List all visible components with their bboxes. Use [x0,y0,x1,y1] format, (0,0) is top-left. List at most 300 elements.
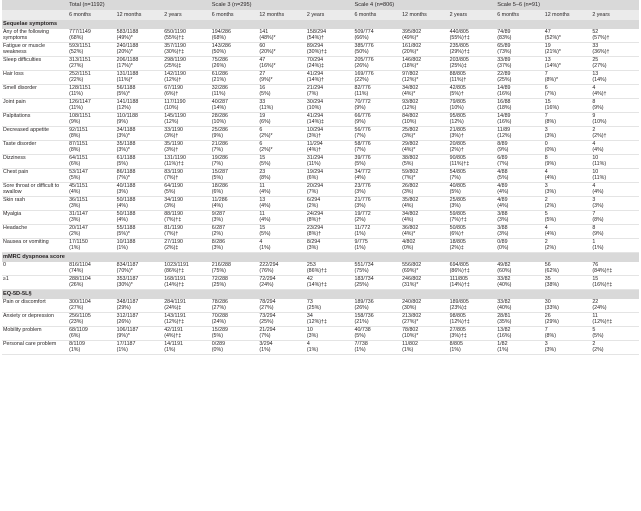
table-row [2,197,639,211]
cell-percent: (1%) [116,347,128,354]
cell-count: 40/287 [211,99,228,105]
cell-count: 158/736 [354,313,374,319]
data-cell [496,113,544,127]
data-cell [163,225,211,239]
cell-count: 253 [306,262,316,268]
cell-count: 54/805 [449,169,466,175]
cell-count: 9/287 [211,211,226,217]
cell-percent: (8%) [544,119,556,126]
cell-count: 11 [259,183,265,189]
cell-count: 206/1188 [116,57,139,63]
cell-percent: (2%)† [449,147,464,154]
data-cell [306,276,354,290]
cell-count: 35/1188 [116,141,136,147]
cell-percent: (10%) [402,119,417,126]
data-cell [163,85,211,99]
cell-count: 1 [592,239,596,245]
data-cell [544,276,592,290]
data-cell [116,183,164,197]
cell-percent: (25%)‡ [449,63,467,70]
data-cell [258,313,306,327]
cell-percent: (1%) [497,347,509,354]
data-cell [354,299,402,313]
table-row [2,113,639,127]
row-label: Anxiety or depression [2,313,68,327]
cell-count: 41/294 [306,71,324,77]
data-cell [449,29,497,43]
group-header: Scale 4 (n=806) [354,0,497,10]
cell-percent: (8%) [544,333,556,340]
cell-count: 26/802 [402,183,419,189]
cell-percent: (14%) [592,77,607,84]
cell-percent: (3%) [544,133,556,140]
data-cell [401,197,449,211]
cell-count: 36/1151 [69,197,88,203]
cell-percent: (4%) [354,175,366,182]
data-cell [211,29,259,43]
cell-percent: (22%) [354,77,369,84]
cell-count: 18/286 [211,183,228,189]
cell-percent: (86%)†‡ [306,268,327,275]
data-cell [163,327,211,341]
cell-percent: (17%)* [116,63,133,70]
table-row [2,141,639,155]
cell-count: 4/88 [497,169,508,175]
cell-count: 50/1188 [116,211,136,217]
cell-percent: (3%) [116,189,128,196]
cell-count: 59/802 [402,169,419,175]
data-cell [354,327,402,341]
cell-percent: (52%)* [544,35,561,42]
data-cell [163,113,211,127]
cell-count: 25/286 [211,127,228,133]
data-cell [68,276,116,290]
data-cell [163,29,211,43]
cell-count: 6/294 [306,197,321,203]
cell-count: 32/286 [211,85,228,91]
data-cell [116,113,164,127]
data-cell [258,57,306,71]
data-cell [591,183,639,197]
cell-count: 11/802 [402,341,418,347]
cell-count: 28/286 [211,113,228,119]
data-cell [591,327,639,341]
data-cell [544,183,592,197]
data-cell [116,169,164,183]
data-cell [591,262,639,276]
cell-percent: (4%)* [402,91,416,98]
data-cell [163,183,211,197]
cell-percent: (3%)* [116,147,130,154]
cell-percent: (3%) [164,203,176,210]
cell-percent: (7%) [354,133,366,140]
cell-percent: (4%) [69,189,81,196]
data-cell [544,327,592,341]
data-cell [163,276,211,290]
row-label: Joint pain [2,99,68,113]
cell-percent: (4%) [544,231,556,238]
cell-count: 6/287 [211,225,226,231]
cell-percent: (7%)† [164,231,179,238]
data-cell [401,29,449,43]
cell-percent: (9%) [354,105,366,112]
data-cell [591,141,639,155]
table-row [2,313,639,327]
data-cell [354,99,402,113]
cell-count: 203/805 [449,57,469,63]
cell-count: 235/805 [449,43,469,49]
data-cell [306,155,354,169]
cell-count: 4 [592,85,596,91]
cell-percent: (3%) [211,217,223,224]
data-cell [401,299,449,313]
cell-percent: (70%)* [116,268,133,275]
cell-percent: (9%) [354,119,366,126]
table-row [2,169,639,183]
cell-percent: (16%)†‡ [592,282,613,289]
cell-percent: (10%) [449,105,464,112]
cell-percent: (2%)‡ [164,245,179,252]
cell-percent: (27%) [259,305,274,312]
cell-percent: (2%) [69,231,81,238]
data-cell [449,85,497,99]
table-row [2,262,639,276]
cell-count: 13 [259,197,266,203]
cell-percent: (20%)* [116,49,133,56]
timepoint-header: 2 years [163,10,211,20]
cell-percent: (3%)† [306,133,322,140]
corner-cell [2,0,68,10]
cell-percent: (5%) [211,175,223,182]
cell-count: 61/1188 [116,155,136,161]
data-cell [116,57,164,71]
data-cell [449,327,497,341]
cell-percent: (29%) [544,319,559,326]
data-cell [258,262,306,276]
cell-percent: (18%)* [402,63,419,70]
data-cell [591,57,639,71]
data-cell [544,29,592,43]
data-cell [401,57,449,71]
data-cell [163,341,211,355]
cell-percent: (3%) [354,203,366,210]
cell-count: 4/89 [497,197,508,203]
data-cell [258,155,306,169]
data-cell [401,183,449,197]
cell-count: 256/1105 [69,313,91,319]
cell-count: 81/1190 [164,225,183,231]
data-cell [163,262,211,276]
cell-percent: (3%) [497,217,509,224]
cell-percent: (30%)†‡ [164,49,185,56]
table-row [2,299,639,313]
data-cell [306,57,354,71]
data-cell [449,239,497,253]
cell-count: 14/89 [497,85,511,91]
cell-percent: (62%) [544,268,559,275]
cell-percent: (24%) [592,305,607,312]
data-cell [258,239,306,253]
cell-percent: (5%) [164,189,176,196]
cell-count: 583/1188 [116,29,139,35]
cell-count: 3 [544,183,548,189]
data-cell [496,141,544,155]
cell-count: 168/1191 [164,276,186,282]
cell-percent: (2%) [544,245,556,252]
cell-count: 56/1188 [116,85,136,91]
cell-count: 35/1190 [164,141,183,147]
data-cell [544,169,592,183]
cell-count: 31/1147 [69,211,88,217]
data-cell [496,225,544,239]
cell-percent: (9%)* [116,333,130,340]
data-cell [449,183,497,197]
cell-count: 84/802 [402,113,419,119]
table-row [2,57,639,71]
cell-percent: (5%)* [116,231,130,238]
table-row [2,71,639,85]
cell-count: 8 [544,155,548,161]
data-cell [591,313,639,327]
data-cell [496,127,544,141]
cell-percent: (7%)* [402,175,416,182]
cell-percent: (7%) [306,189,319,196]
cell-count: 20/294 [306,183,324,189]
cell-percent: (4%) [592,189,604,196]
cell-count: 9/775 [354,239,368,245]
cell-percent: (25%) [306,305,322,312]
cell-count: 13 [544,57,551,63]
cell-count: 59/805 [449,211,466,217]
row-label: Myalgia [2,211,68,225]
cell-count: 93/802 [402,99,419,105]
cell-count: 72/288 [211,276,228,282]
cell-count: 75/286 [211,57,228,63]
cell-count: 50/805 [449,225,466,231]
cell-count: 23/776 [354,183,371,189]
table-row [2,29,639,43]
cell-count: 47 [259,57,266,63]
data-cell [449,127,497,141]
data-cell [354,211,402,225]
data-cell [211,225,259,239]
data-cell [68,99,116,113]
cell-count: 30 [544,299,551,305]
cell-count: 34/772 [354,169,371,175]
data-cell [211,85,259,99]
data-cell [163,299,211,313]
cell-count: 194/286 [211,29,231,35]
cell-count: 11/294 [306,141,323,147]
cell-percent: (3%) [544,189,556,196]
timepoint-header: 6 months [354,10,402,20]
data-cell [211,113,259,127]
timepoint-header: 2 years [591,10,639,20]
data-cell [591,225,639,239]
cell-percent: (54%)† [306,35,324,42]
cell-percent: (8%)† [306,217,322,224]
cell-percent: (49%)* [116,35,133,42]
cell-percent: (6%)† [449,231,464,238]
cell-percent: (7%) [354,147,366,154]
data-cell [496,327,544,341]
data-cell [258,113,306,127]
data-cell [544,239,592,253]
cell-percent: (5%) [354,161,366,168]
cell-percent: (33%) [544,305,559,312]
cell-percent: (22%) [69,77,84,84]
cell-count: 10/1188 [116,239,136,245]
cell-percent: (6%) [69,333,81,340]
cell-percent: (9%) [544,161,556,168]
cell-count: 83/1190 [164,169,183,175]
data-cell [591,43,639,57]
cell-count: 357/1190 [164,43,186,49]
cell-count: 95/805 [449,113,466,119]
cell-percent: (3%) [211,245,223,252]
timepoint-header: 12 months [401,10,449,20]
cell-count: 7 [544,327,548,333]
data-cell [211,327,259,341]
cell-count: 2 [544,197,548,203]
data-cell [116,43,164,57]
data-cell [116,262,164,276]
data-cell [258,197,306,211]
timepoint-header: 12 months [116,10,164,20]
data-cell [354,155,402,169]
cell-count: 222/294 [259,262,279,268]
cell-count: 40/738 [354,327,371,333]
cell-count: 3/88 [497,211,508,217]
data-cell [354,197,402,211]
cell-percent: (84%)†‡ [592,268,613,275]
cell-count: 4/89 [497,183,508,189]
cell-percent: (25%)‡ [164,63,182,70]
cell-percent: (5%) [69,175,81,182]
cell-percent: (7%) [544,91,556,98]
data-cell [591,127,639,141]
cell-percent: (12%)† [164,77,182,84]
cell-percent: (11%) [69,105,83,112]
cell-percent: (16%)* [259,63,276,70]
cell-count: 10 [306,327,313,333]
cell-count: 0/289 [211,341,226,347]
cell-count: 551/734 [354,262,374,268]
cell-count: 19 [544,43,551,49]
cell-count: 3 [544,127,548,133]
row-label: Headache [2,225,68,239]
cell-percent: (4%) [497,189,509,196]
cell-count: 189/736 [354,299,374,305]
cell-percent: (16%) [497,91,512,98]
cell-percent: (8%) [592,217,604,224]
cell-percent: (40%) [497,282,512,289]
data-cell [449,43,497,57]
cell-count: 0/89 [497,239,508,245]
cell-count: 68/1109 [69,327,88,333]
data-cell [211,211,259,225]
cell-count: 70/772 [354,99,371,105]
cell-count: 56 [544,262,551,268]
cell-percent: (8%)† [306,231,322,238]
cell-percent: (86%)†‡ [449,268,470,275]
cell-count: 169/776 [354,71,374,77]
data-cell [354,141,402,155]
cell-count: 88/805 [449,71,466,77]
data-cell [449,341,497,355]
cell-percent: (11%)†‡ [164,161,184,168]
cell-count: 15 [259,225,266,231]
data-cell [211,127,259,141]
cell-percent: (74%) [69,268,84,275]
data-cell [354,225,402,239]
data-cell [496,276,544,290]
cell-count: 34/1190 [164,197,183,203]
table-row [2,341,639,355]
cell-count: 34/802 [402,211,419,217]
cell-count: 60 [259,43,266,49]
cell-percent: (10%)* [402,333,419,340]
data-cell [211,299,259,313]
data-cell [211,262,259,276]
cell-count: 777/1149 [69,29,91,35]
data-cell [496,262,544,276]
data-cell [116,29,164,43]
data-cell [68,57,116,71]
cell-percent: (26%) [211,63,226,70]
cell-percent: (86%)†‡ [164,268,185,275]
cell-count: 35/802 [402,197,419,203]
cell-count: 15 [259,155,266,161]
data-cell [496,299,544,313]
cell-count: 312/1187 [116,313,139,319]
cell-percent: (1%) [354,245,366,252]
cell-count: 89/294 [306,43,324,49]
cell-percent: (11%) [69,91,83,98]
row-label: Taste disorder [2,141,68,155]
cell-count: 143/1191 [164,313,186,319]
cell-percent: (25%) [211,282,226,289]
cell-percent: (12%)†‡ [592,319,613,326]
data-cell [68,43,116,57]
row-label: Fatigue or muscle weakness [2,43,68,57]
data-cell [401,71,449,85]
data-cell [544,85,592,99]
data-cell [163,127,211,141]
data-cell [68,313,116,327]
data-cell [354,262,402,276]
cell-count: 5 [544,211,548,217]
cell-count: 40/805 [449,183,466,189]
cell-count: 313/1151 [69,57,91,63]
cell-count: 8/294 [306,239,321,245]
table-row [2,327,639,341]
cell-percent: (4%) [402,203,414,210]
cell-count: 2 [592,127,596,133]
cell-count: 8/89 [497,141,508,147]
cell-percent: (1%) [164,347,176,354]
cell-count: 15/289 [211,327,228,333]
cell-percent: (7%) [449,175,461,182]
cell-count: 50/1188 [116,197,136,203]
cell-percent: (4%) [259,217,271,224]
cell-percent: (2%) [592,347,604,354]
cell-percent: (11%) [259,105,274,112]
table-row [2,43,639,57]
data-cell [591,197,639,211]
cell-percent: (3%)* [402,133,416,140]
cell-count: 1/82 [497,341,508,347]
